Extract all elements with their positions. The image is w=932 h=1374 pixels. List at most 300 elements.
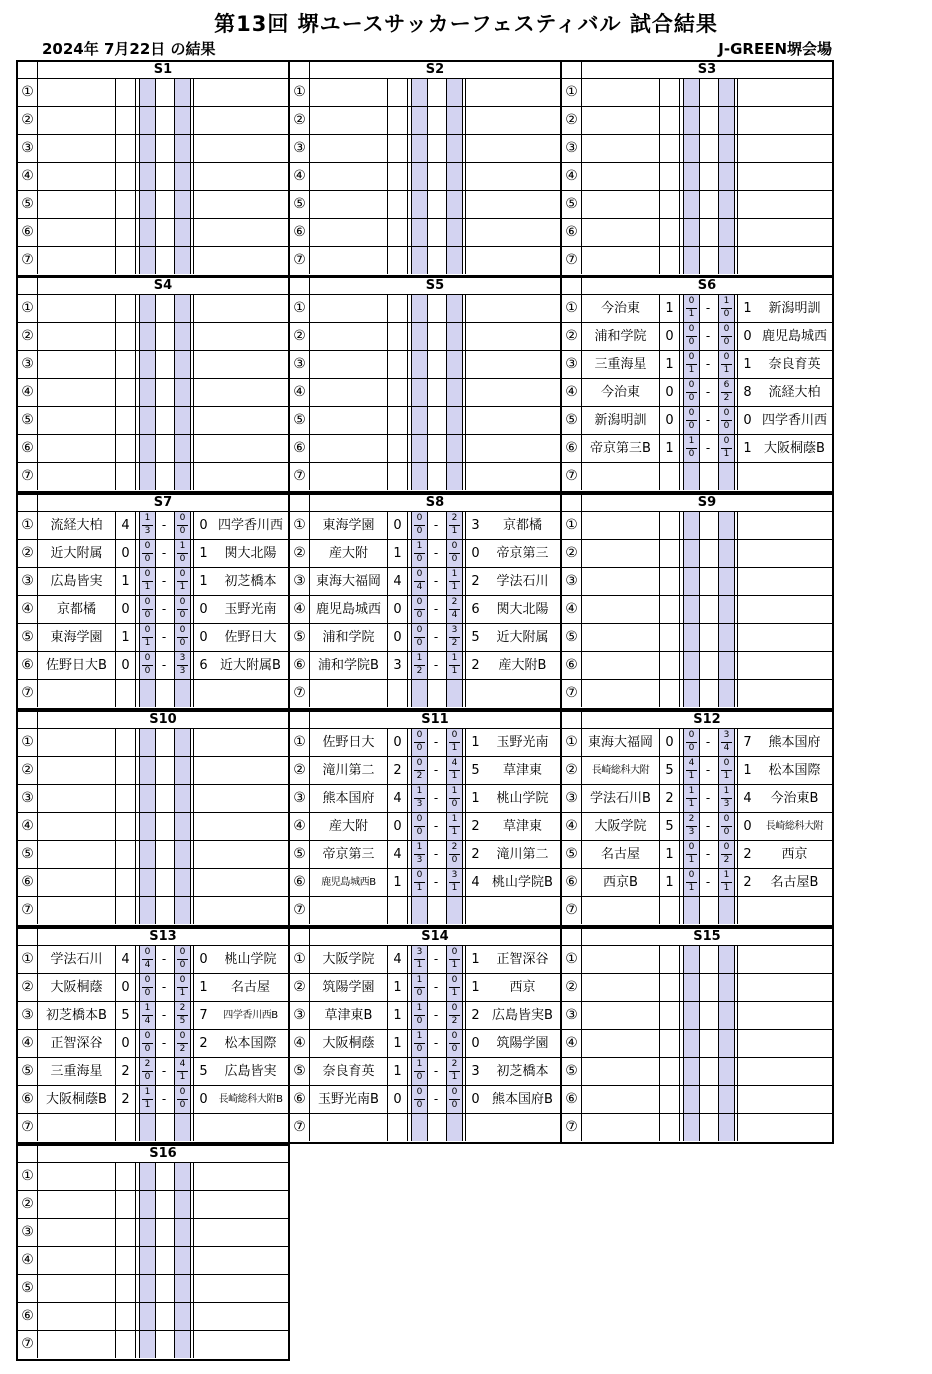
away-team (213, 785, 288, 812)
score-separator (700, 1058, 716, 1085)
first-half-score: 1 (416, 1031, 423, 1041)
away-half-scores (718, 512, 735, 539)
away-score (193, 163, 213, 190)
score-separator (700, 247, 716, 274)
away-score: 2 (465, 1002, 485, 1029)
away-score (737, 1114, 757, 1141)
second-half-score: 0 (416, 610, 423, 620)
score-separator: - (433, 980, 439, 994)
home-score (116, 757, 136, 784)
away-team: 草津東 (502, 763, 542, 778)
home-half-scores (411, 351, 428, 378)
match-row (290, 407, 560, 435)
score-separator: - (705, 875, 711, 889)
home-score: 0 (116, 652, 136, 679)
match-row (290, 1058, 560, 1086)
home-score (116, 135, 136, 162)
match-row (562, 107, 832, 135)
home-team (38, 869, 116, 896)
away-score: 0 (465, 1086, 485, 1113)
away-team (213, 1219, 288, 1246)
second-half-score: 2 (416, 666, 423, 676)
home-half-scores (139, 323, 156, 350)
score-separator (156, 323, 172, 350)
match-row (290, 247, 560, 275)
first-half-score: 1 (416, 786, 423, 796)
away-score (465, 295, 485, 322)
first-half-score: 0 (723, 842, 730, 852)
second-half-score: 1 (416, 883, 423, 893)
away-score: 1 (193, 540, 213, 567)
first-half-score: 2 (451, 597, 458, 607)
score-separator (700, 135, 716, 162)
away-team (485, 435, 560, 462)
away-team (757, 1086, 832, 1113)
match-number: ① (290, 729, 310, 756)
match-number: ④ (18, 596, 38, 623)
score-separator: - (705, 385, 711, 399)
score-separator: - (161, 980, 167, 994)
away-score: 1 (193, 974, 213, 1001)
second-half-score: 1 (144, 638, 151, 648)
home-team: 産大附 (310, 813, 388, 840)
match-row (18, 785, 288, 813)
score-separator (700, 624, 716, 651)
score-separator: - (161, 630, 167, 644)
home-score (660, 1030, 680, 1057)
away-half-scores (718, 897, 735, 924)
match-row (290, 435, 560, 463)
match-number: ③ (18, 1219, 38, 1246)
home-half-scores (139, 1114, 156, 1141)
away-half-scores (718, 163, 735, 190)
second-half-score: 4 (144, 960, 151, 970)
score-separator (156, 79, 172, 106)
second-half-score: 3 (688, 827, 695, 837)
away-score (193, 1331, 213, 1358)
match-row (562, 379, 832, 407)
court-s12 (560, 710, 834, 927)
match-number: ③ (290, 1002, 310, 1029)
match-number: ⑦ (18, 897, 38, 924)
home-team (582, 596, 660, 623)
away-team (757, 107, 832, 134)
away-score (465, 219, 485, 246)
home-half-scores (411, 1114, 428, 1141)
home-score (660, 135, 680, 162)
first-half-score: 0 (688, 870, 695, 880)
away-team (213, 323, 288, 350)
away-team (213, 435, 288, 462)
score-separator: - (161, 952, 167, 966)
first-half-score: 0 (451, 947, 458, 957)
match-number: ① (290, 512, 310, 539)
away-half-scores (718, 729, 735, 756)
away-score (465, 79, 485, 106)
away-team: 玉野光南 (496, 735, 549, 750)
match-row (562, 757, 832, 785)
away-half-scores (718, 1086, 735, 1113)
home-team (38, 295, 116, 322)
match-row (290, 512, 560, 540)
away-score: 0 (465, 540, 485, 567)
match-row (562, 652, 832, 680)
match-number: ④ (562, 1030, 582, 1057)
second-half-score: 1 (451, 1072, 458, 1082)
away-half-scores (174, 1163, 191, 1190)
score-separator: - (433, 1036, 439, 1050)
match-number: ② (290, 107, 310, 134)
score-separator: - (433, 630, 439, 644)
away-half-scores (174, 946, 191, 973)
match-number: ③ (290, 135, 310, 162)
away-score: 4 (737, 785, 757, 812)
away-half-scores (718, 191, 735, 218)
away-team (485, 351, 560, 378)
match-number: ⑥ (562, 652, 582, 679)
match-row (562, 785, 832, 813)
home-team (310, 107, 388, 134)
away-score (737, 463, 757, 490)
home-team: 浦和学院 (582, 323, 660, 350)
home-half-scores (683, 247, 700, 274)
home-half-scores (411, 435, 428, 462)
match-number: ② (290, 323, 310, 350)
home-team (582, 512, 660, 539)
court-name: S5 (425, 278, 445, 293)
first-half-score: 0 (451, 541, 458, 551)
score-separator (700, 946, 716, 973)
first-half-score: 4 (688, 758, 695, 768)
score-separator: - (433, 574, 439, 588)
away-half-scores (718, 540, 735, 567)
home-score (388, 351, 408, 378)
home-score (660, 897, 680, 924)
away-half-scores (174, 1275, 191, 1302)
match-number: ② (290, 757, 310, 784)
away-half-scores (174, 897, 191, 924)
away-score: 0 (737, 323, 757, 350)
home-half-scores (139, 435, 156, 462)
home-team: 熊本国府 (310, 785, 388, 812)
home-half-scores (683, 897, 700, 924)
second-half-score: 0 (179, 554, 186, 564)
court-s5 (288, 276, 562, 493)
away-half-scores (174, 869, 191, 896)
home-score (660, 624, 680, 651)
away-score (193, 897, 213, 924)
away-team (213, 135, 288, 162)
away-half-scores (174, 135, 191, 162)
home-team: 鹿児島城西 (310, 596, 388, 623)
away-score (193, 219, 213, 246)
score-separator: - (161, 518, 167, 532)
away-team (213, 1191, 288, 1218)
match-row (18, 219, 288, 247)
away-score: 2 (465, 841, 485, 868)
second-half-score: 0 (179, 526, 186, 536)
score-separator (700, 680, 716, 707)
away-score: 2 (465, 813, 485, 840)
match-row (18, 512, 288, 540)
away-team (485, 191, 560, 218)
first-half-score: 0 (688, 296, 695, 306)
away-half-scores (718, 974, 735, 1001)
match-row (290, 946, 560, 974)
match-row (290, 596, 560, 624)
away-half-scores (174, 107, 191, 134)
second-half-score: 0 (416, 743, 423, 753)
match-number: ⑥ (290, 1086, 310, 1113)
home-score (660, 946, 680, 973)
home-team (582, 219, 660, 246)
away-score: 0 (465, 1030, 485, 1057)
first-half-score: 2 (451, 1059, 458, 1069)
home-team: 三重海星 (38, 1058, 116, 1085)
score-separator (428, 247, 444, 274)
home-team: 大阪学院 (582, 813, 660, 840)
away-team: 長崎総科大附B (218, 1094, 283, 1105)
first-half-score: 1 (144, 1087, 151, 1097)
away-score (193, 407, 213, 434)
second-half-score: 1 (688, 799, 695, 809)
court-name: S16 (149, 1146, 177, 1161)
court-name: S4 (153, 278, 173, 293)
away-score (193, 295, 213, 322)
away-team (757, 897, 832, 924)
away-score (193, 1163, 213, 1190)
away-score (193, 1114, 213, 1141)
home-half-scores (139, 463, 156, 490)
court-header (290, 712, 560, 729)
away-score: 0 (737, 813, 757, 840)
home-half-scores (139, 1275, 156, 1302)
first-half-score: 1 (723, 786, 730, 796)
score-separator (700, 1086, 716, 1113)
second-half-score: 1 (723, 883, 730, 893)
away-team: 四学香川西 (761, 413, 827, 428)
first-half-score: 2 (144, 1059, 151, 1069)
home-score: 5 (660, 757, 680, 784)
home-score (660, 107, 680, 134)
away-team (213, 841, 288, 868)
score-separator: - (433, 735, 439, 749)
match-row (18, 1219, 288, 1247)
away-half-scores (446, 652, 463, 679)
second-half-score: 1 (179, 582, 186, 592)
match-row (290, 135, 560, 163)
away-half-scores (718, 435, 735, 462)
home-team (38, 1303, 116, 1330)
score-separator (700, 512, 716, 539)
home-score: 1 (116, 624, 136, 651)
match-number: ⑦ (18, 247, 38, 274)
away-team (485, 135, 560, 162)
match-row (18, 869, 288, 897)
away-team: 熊本国府B (492, 1092, 553, 1107)
first-half-score: 0 (451, 1003, 458, 1013)
home-half-scores (683, 869, 700, 896)
away-team (485, 379, 560, 406)
match-number: ④ (290, 813, 310, 840)
score-separator: - (705, 441, 711, 455)
match-number: ① (562, 729, 582, 756)
home-half-scores (411, 897, 428, 924)
away-half-scores (446, 1002, 463, 1029)
score-separator: - (433, 875, 439, 889)
home-score (116, 247, 136, 274)
second-half-score: 3 (416, 855, 423, 865)
match-number: ④ (18, 163, 38, 190)
away-half-scores (718, 463, 735, 490)
away-half-scores (446, 729, 463, 756)
home-team (38, 1114, 116, 1141)
away-score (737, 974, 757, 1001)
home-score (116, 785, 136, 812)
score-separator (156, 435, 172, 462)
away-score: 1 (465, 785, 485, 812)
away-half-scores (446, 680, 463, 707)
home-team (38, 1163, 116, 1190)
match-row (18, 1331, 288, 1359)
first-half-score: 1 (451, 653, 458, 663)
score-separator: - (161, 574, 167, 588)
away-half-scores (174, 1086, 191, 1113)
away-score (465, 435, 485, 462)
home-score: 2 (116, 1058, 136, 1085)
second-half-score: 1 (723, 449, 730, 459)
score-separator (700, 463, 716, 490)
home-score (116, 1303, 136, 1330)
home-half-scores (411, 379, 428, 406)
second-half-score: 0 (416, 988, 423, 998)
home-team: 広島皆実 (38, 568, 116, 595)
home-half-scores (411, 295, 428, 322)
match-row (290, 813, 560, 841)
match-row (290, 785, 560, 813)
first-half-score: 1 (179, 541, 186, 551)
score-separator (428, 191, 444, 218)
away-half-scores (446, 463, 463, 490)
away-score (465, 407, 485, 434)
first-half-score: 0 (723, 436, 730, 446)
first-half-score: 3 (451, 870, 458, 880)
home-half-scores (139, 1219, 156, 1246)
match-number: ② (290, 540, 310, 567)
away-score: 7 (193, 1002, 213, 1029)
home-half-scores (139, 1303, 156, 1330)
match-row (18, 652, 288, 680)
second-half-score: 0 (179, 638, 186, 648)
away-team (213, 729, 288, 756)
match-number: ① (562, 946, 582, 973)
first-half-score: 0 (144, 975, 151, 985)
home-team (582, 1002, 660, 1029)
away-team (213, 813, 288, 840)
score-separator (156, 1114, 172, 1141)
match-number: ④ (562, 813, 582, 840)
score-separator (700, 540, 716, 567)
match-number: ⑤ (290, 191, 310, 218)
home-score: 2 (660, 785, 680, 812)
match-row (290, 729, 560, 757)
away-team: 筑陽学園 (496, 1036, 549, 1051)
home-half-scores (139, 1331, 156, 1358)
away-score (193, 680, 213, 707)
court-s9 (560, 493, 834, 710)
second-half-score: 1 (179, 988, 186, 998)
home-score: 0 (388, 1086, 408, 1113)
match-number: ⑦ (562, 247, 582, 274)
away-half-scores (446, 379, 463, 406)
score-separator: - (433, 602, 439, 616)
court-name: S9 (697, 495, 717, 510)
home-score (388, 1114, 408, 1141)
match-number: ④ (290, 379, 310, 406)
home-half-scores (683, 624, 700, 651)
home-score: 0 (388, 512, 408, 539)
match-number: ③ (562, 568, 582, 595)
match-row (18, 1030, 288, 1058)
away-team (213, 107, 288, 134)
match-number: ② (562, 323, 582, 350)
home-score: 4 (388, 946, 408, 973)
away-team (757, 974, 832, 1001)
away-score (193, 869, 213, 896)
second-half-score: 0 (688, 337, 695, 347)
second-half-score: 2 (451, 1016, 458, 1026)
match-number: ① (18, 295, 38, 322)
home-team: 名古屋 (582, 841, 660, 868)
away-team (213, 407, 288, 434)
score-separator (700, 79, 716, 106)
score-separator (156, 247, 172, 274)
first-half-score: 0 (416, 513, 423, 523)
match-row (290, 841, 560, 869)
home-half-scores (139, 946, 156, 973)
home-team: 近大附属 (38, 540, 116, 567)
away-score (737, 1030, 757, 1057)
first-half-score: 1 (723, 296, 730, 306)
home-half-scores (139, 652, 156, 679)
score-separator: - (433, 518, 439, 532)
away-score: 5 (465, 624, 485, 651)
score-separator (428, 463, 444, 490)
first-half-score: 0 (451, 1087, 458, 1097)
court-header (18, 62, 288, 79)
score-separator: - (433, 546, 439, 560)
court-header (18, 929, 288, 946)
home-half-scores (683, 135, 700, 162)
home-team: 東海大福岡 (582, 729, 660, 756)
away-score (193, 351, 213, 378)
away-team: 桃山学院 (224, 952, 277, 967)
score-separator: - (161, 1008, 167, 1022)
match-row (18, 1002, 288, 1030)
home-score (388, 79, 408, 106)
home-team (582, 1030, 660, 1057)
court-name: S3 (697, 62, 717, 77)
away-half-scores (446, 540, 463, 567)
home-half-scores (139, 512, 156, 539)
away-half-scores (446, 512, 463, 539)
away-score (737, 1002, 757, 1029)
court-name: S15 (693, 929, 721, 944)
home-team: 今治東 (582, 295, 660, 322)
away-half-scores (446, 219, 463, 246)
match-number: ⑥ (18, 1086, 38, 1113)
home-half-scores (139, 1191, 156, 1218)
